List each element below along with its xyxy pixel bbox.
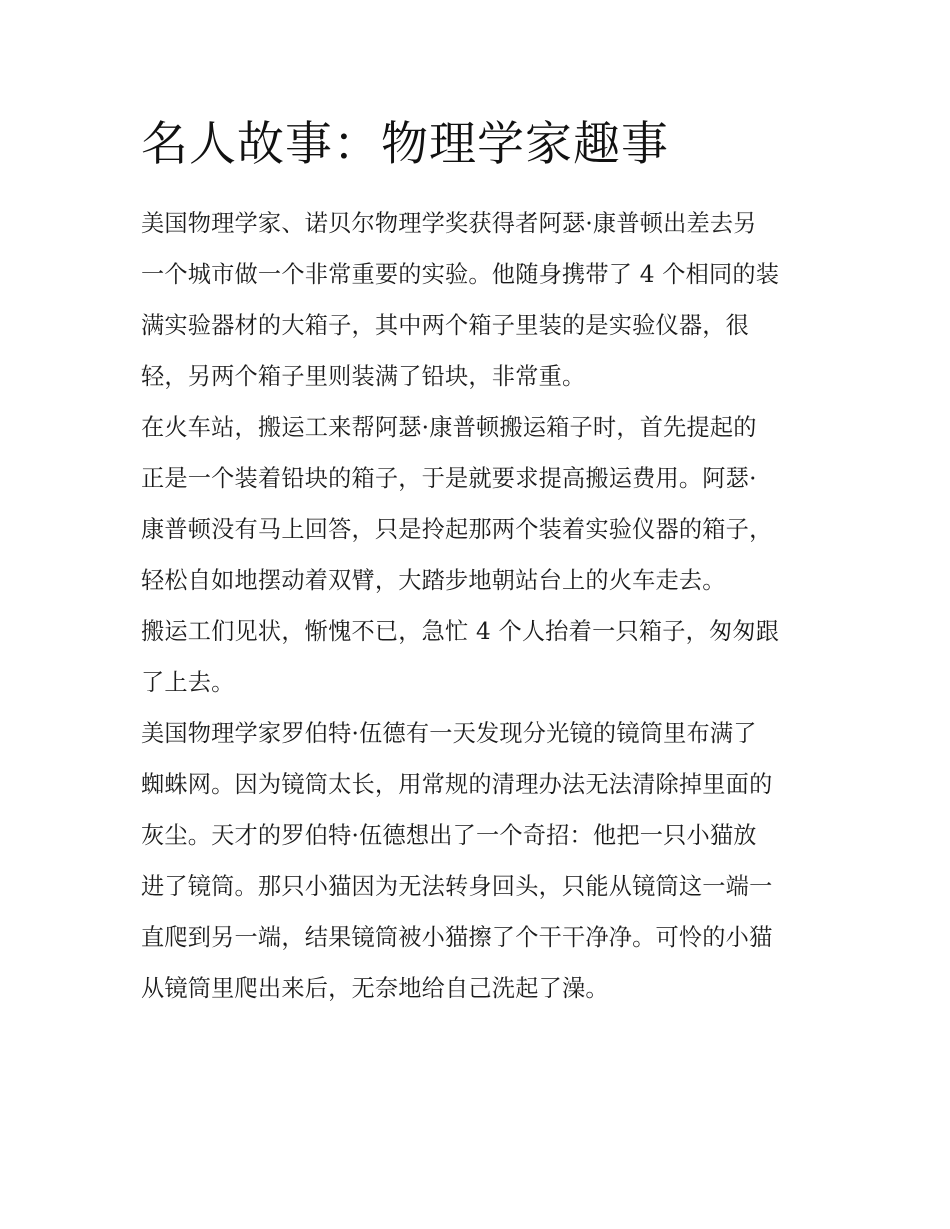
paragraph-compton-trip (141, 198, 813, 402)
paragraph-porters (141, 606, 813, 708)
text-line: 了上去。 (141, 669, 235, 696)
text-line: 从镜筒里爬出来后，无奈地给自己洗起了澡。 (141, 975, 609, 1002)
text-line: 美国物理学家、诺贝尔物理学奖获得者阿瑟·康普顿出差去另 (141, 210, 757, 237)
text-line: 美国物理学家罗伯特·伍德有一天发现分光镜的镜筒里布满了 (141, 720, 757, 747)
text-line: 康普顿没有马上回答，只是拎起那两个装着实验仪器的箱子， (141, 516, 773, 543)
text-line: 灰尘。天才的罗伯特·伍德想出了一个奇招：他把一只小猫放 (141, 822, 757, 849)
text-line: 轻松自如地摆动着双臂，大踏步地朝站台上的火车走去。 (141, 567, 726, 594)
paragraph-train-station (141, 402, 813, 606)
text-line: 进了镜筒。那只小猫因为无法转身回头，只能从镜筒这一端一 (141, 873, 773, 900)
text-line: 在火车站，搬运工来帮阿瑟·康普顿搬运箱子时，首先提起的 (141, 414, 757, 441)
text-line: 搬运工们见状，惭愧不已，急忙 4 个人抬着一只箱子，匆匆跟 (141, 618, 780, 645)
text-line: 轻，另两个箱子里则装满了铅块，非常重。 (141, 363, 586, 390)
text-line: 满实验器材的大箱子，其中两个箱子里装的是实验仪器，很 (141, 312, 750, 339)
document-body (141, 112, 813, 1014)
paragraph-robert-wood (141, 708, 813, 1014)
text-line: 一个城市做一个非常重要的实验。他随身携带了 4 个相同的装 (141, 261, 780, 288)
text-line: 蜘蛛网。因为镜筒太长，用常规的清理办法无法清除掉里面的 (141, 771, 773, 798)
text-line: 正是一个装着铅块的箱子，于是就要求提高搬运费用。阿瑟· (141, 465, 757, 492)
page-title: 名人故事：物理学家趣事 (141, 117, 669, 172)
text-line: 直爬到另一端，结果镜筒被小猫擦了个干干净净。可怜的小猫 (141, 924, 773, 951)
